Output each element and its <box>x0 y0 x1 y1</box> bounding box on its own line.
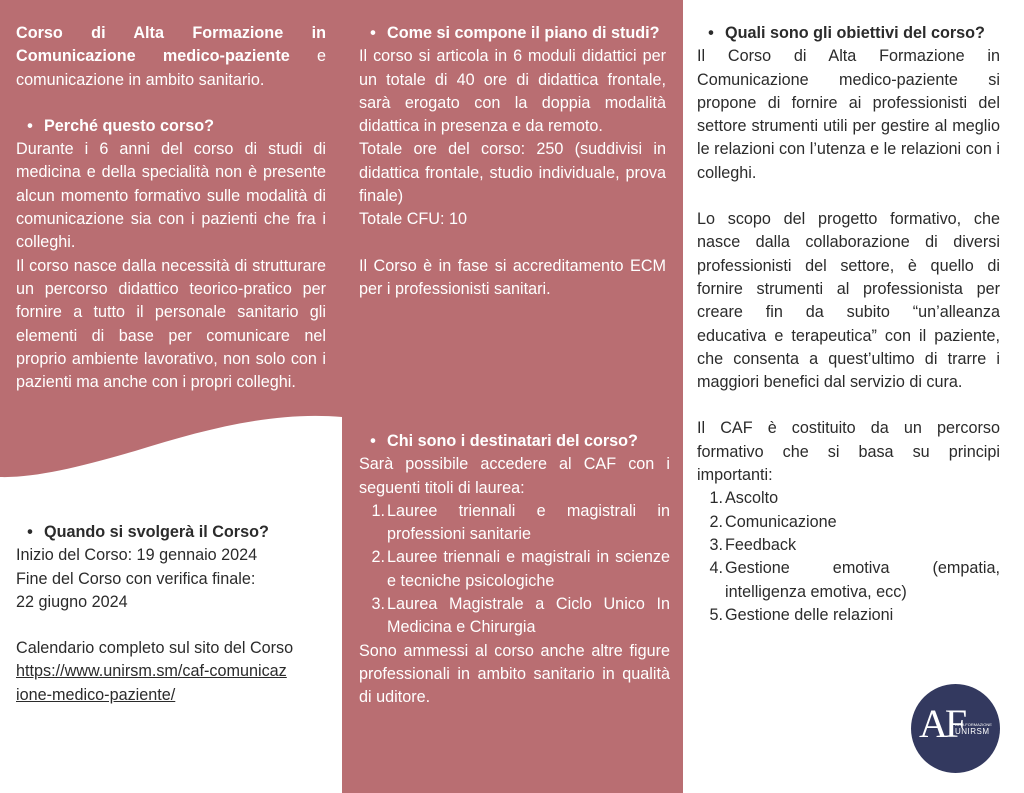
list-item: 1. Ascolto <box>709 489 779 508</box>
list-item: 3. Feedback <box>709 535 797 554</box>
degree-list <box>359 500 670 640</box>
objectives-heading: • Quali sono gli obiettivi del corso? <box>697 22 1000 45</box>
unirsm-logo <box>911 684 1000 773</box>
objectives-paragraph-3: Il CAF è costituito da un percorso formativo che si basa su principi importanti: <box>697 419 1000 485</box>
list-item: 2. Comunicazione <box>709 512 837 531</box>
plan-paragraph-3: Totale CFU: 10 <box>359 210 467 229</box>
bullet-icon: • <box>370 432 376 450</box>
bullet-icon: • <box>27 523 33 541</box>
objectives-paragraph-1: Il Corso di Alta Formazione in Comunicazione medico-paziente si propone di fornire ai professionisti del settore strumenti utili per gestire al meglio le relazioni con l’utenza e le relazioni con i colleghi. <box>697 47 1000 182</box>
left-top-section <box>16 22 326 394</box>
logo-subtitle: ALTA FORMAZIONE <box>955 722 992 727</box>
list-item: 1. Lauree triennali e magistrali in professioni sanitarie <box>371 501 670 544</box>
when-heading: • Quando si svolgerà il Corso? <box>16 521 336 544</box>
plan-heading: • Come si compone il piano di studi? <box>359 22 666 45</box>
recipients-heading: • Chi sono i destinatari del corso? <box>359 430 670 453</box>
end-date: 22 giugno 2024 <box>16 592 128 611</box>
plan-paragraph-1: Il corso si articola in 6 moduli didattici per un totale di 40 ore di didattica frontale, sarà erogato con la doppia modalità didattica in presenza e da remoto. <box>359 47 666 136</box>
course-website-link[interactable]: https://www.unirsm.sm/caf-comunicazione-medico-paziente/ <box>16 662 287 704</box>
middle-bottom-section <box>359 430 670 710</box>
bullet-icon: • <box>370 24 376 42</box>
bullet-icon: • <box>27 116 33 135</box>
plan-paragraph-2: Totale ore del corso: 250 (suddivisi in didattica frontale, studio individuale, prova finale) <box>359 140 666 206</box>
bullet-icon: • <box>708 24 714 42</box>
logo-name: UNIRSM <box>955 727 990 736</box>
start-date: Inizio del Corso: 19 gennaio 2024 <box>16 546 258 565</box>
course-title: Corso di Alta Formazione in Comunicazione medico-paziente <box>16 24 326 66</box>
principles-list <box>697 487 1000 627</box>
plan-paragraph-4: Il Corso è in fase si accreditamento ECM per i professionisti sanitari. <box>359 256 666 298</box>
why-heading: • Perché questo corso? <box>16 115 326 138</box>
list-item: 2. Lauree triennali e magistrali in scienze e tecniche psicologiche <box>371 548 670 590</box>
recipients-intro: Sarà possibile accedere al CAF con i seguenti titoli di laurea: <box>359 455 670 497</box>
list-item: 3. Laurea Magistrale a Ciclo Unico In Medicina e Chirurgia <box>371 595 670 637</box>
left-bottom-section <box>16 521 336 707</box>
recipients-outro: Sono ammessi al corso anche altre figure professionali in ambito sanitario in qualità di uditore. <box>359 641 670 707</box>
end-date-label: Fine del Corso con verifica finale: <box>16 569 256 588</box>
list-item: 4. Gestione emotiva (empatia, intelligenza emotiva, ecc) <box>709 559 1000 601</box>
intro-paragraph: Corso di Alta Formazione in Comunicazione medico-paziente e comunicazione in ambito sanitario. <box>16 24 326 89</box>
objectives-paragraph-2: Lo scopo del progetto formativo, che nasce dalla collaborazione di diversi professionisti del settore, è quello di fornire strumenti al professionista per creare fin da subito “un’alleanza educativa e terapeutica” con il paziente, che consenta a quest’ultimo di trarre i maggiori benefici dal servizio di cura. <box>697 210 1000 392</box>
why-paragraph-2: Il corso nasce dalla necessità di strutturare un percorso didattico teorico-pratico per fornire a tutto il personale sanitario gli elementi di base per comunicare nel proprio ambiente lavorativo, non solo con i pazienti ma anche con i propri colleghi. <box>16 256 326 392</box>
calendar-text: Calendario completo sul sito del Corso <box>16 639 294 658</box>
list-item: 5. Gestione delle relazioni <box>709 605 894 624</box>
logo-letters: AF <box>919 701 965 746</box>
middle-top-section <box>359 22 666 301</box>
right-section <box>697 22 1000 627</box>
why-paragraph-1: Durante i 6 anni del corso di studi di medicina e della specialità non è presente alcun momento formativo sulle modalità di comunicazione sia con i pazienti che fra i colleghi. <box>16 140 326 252</box>
